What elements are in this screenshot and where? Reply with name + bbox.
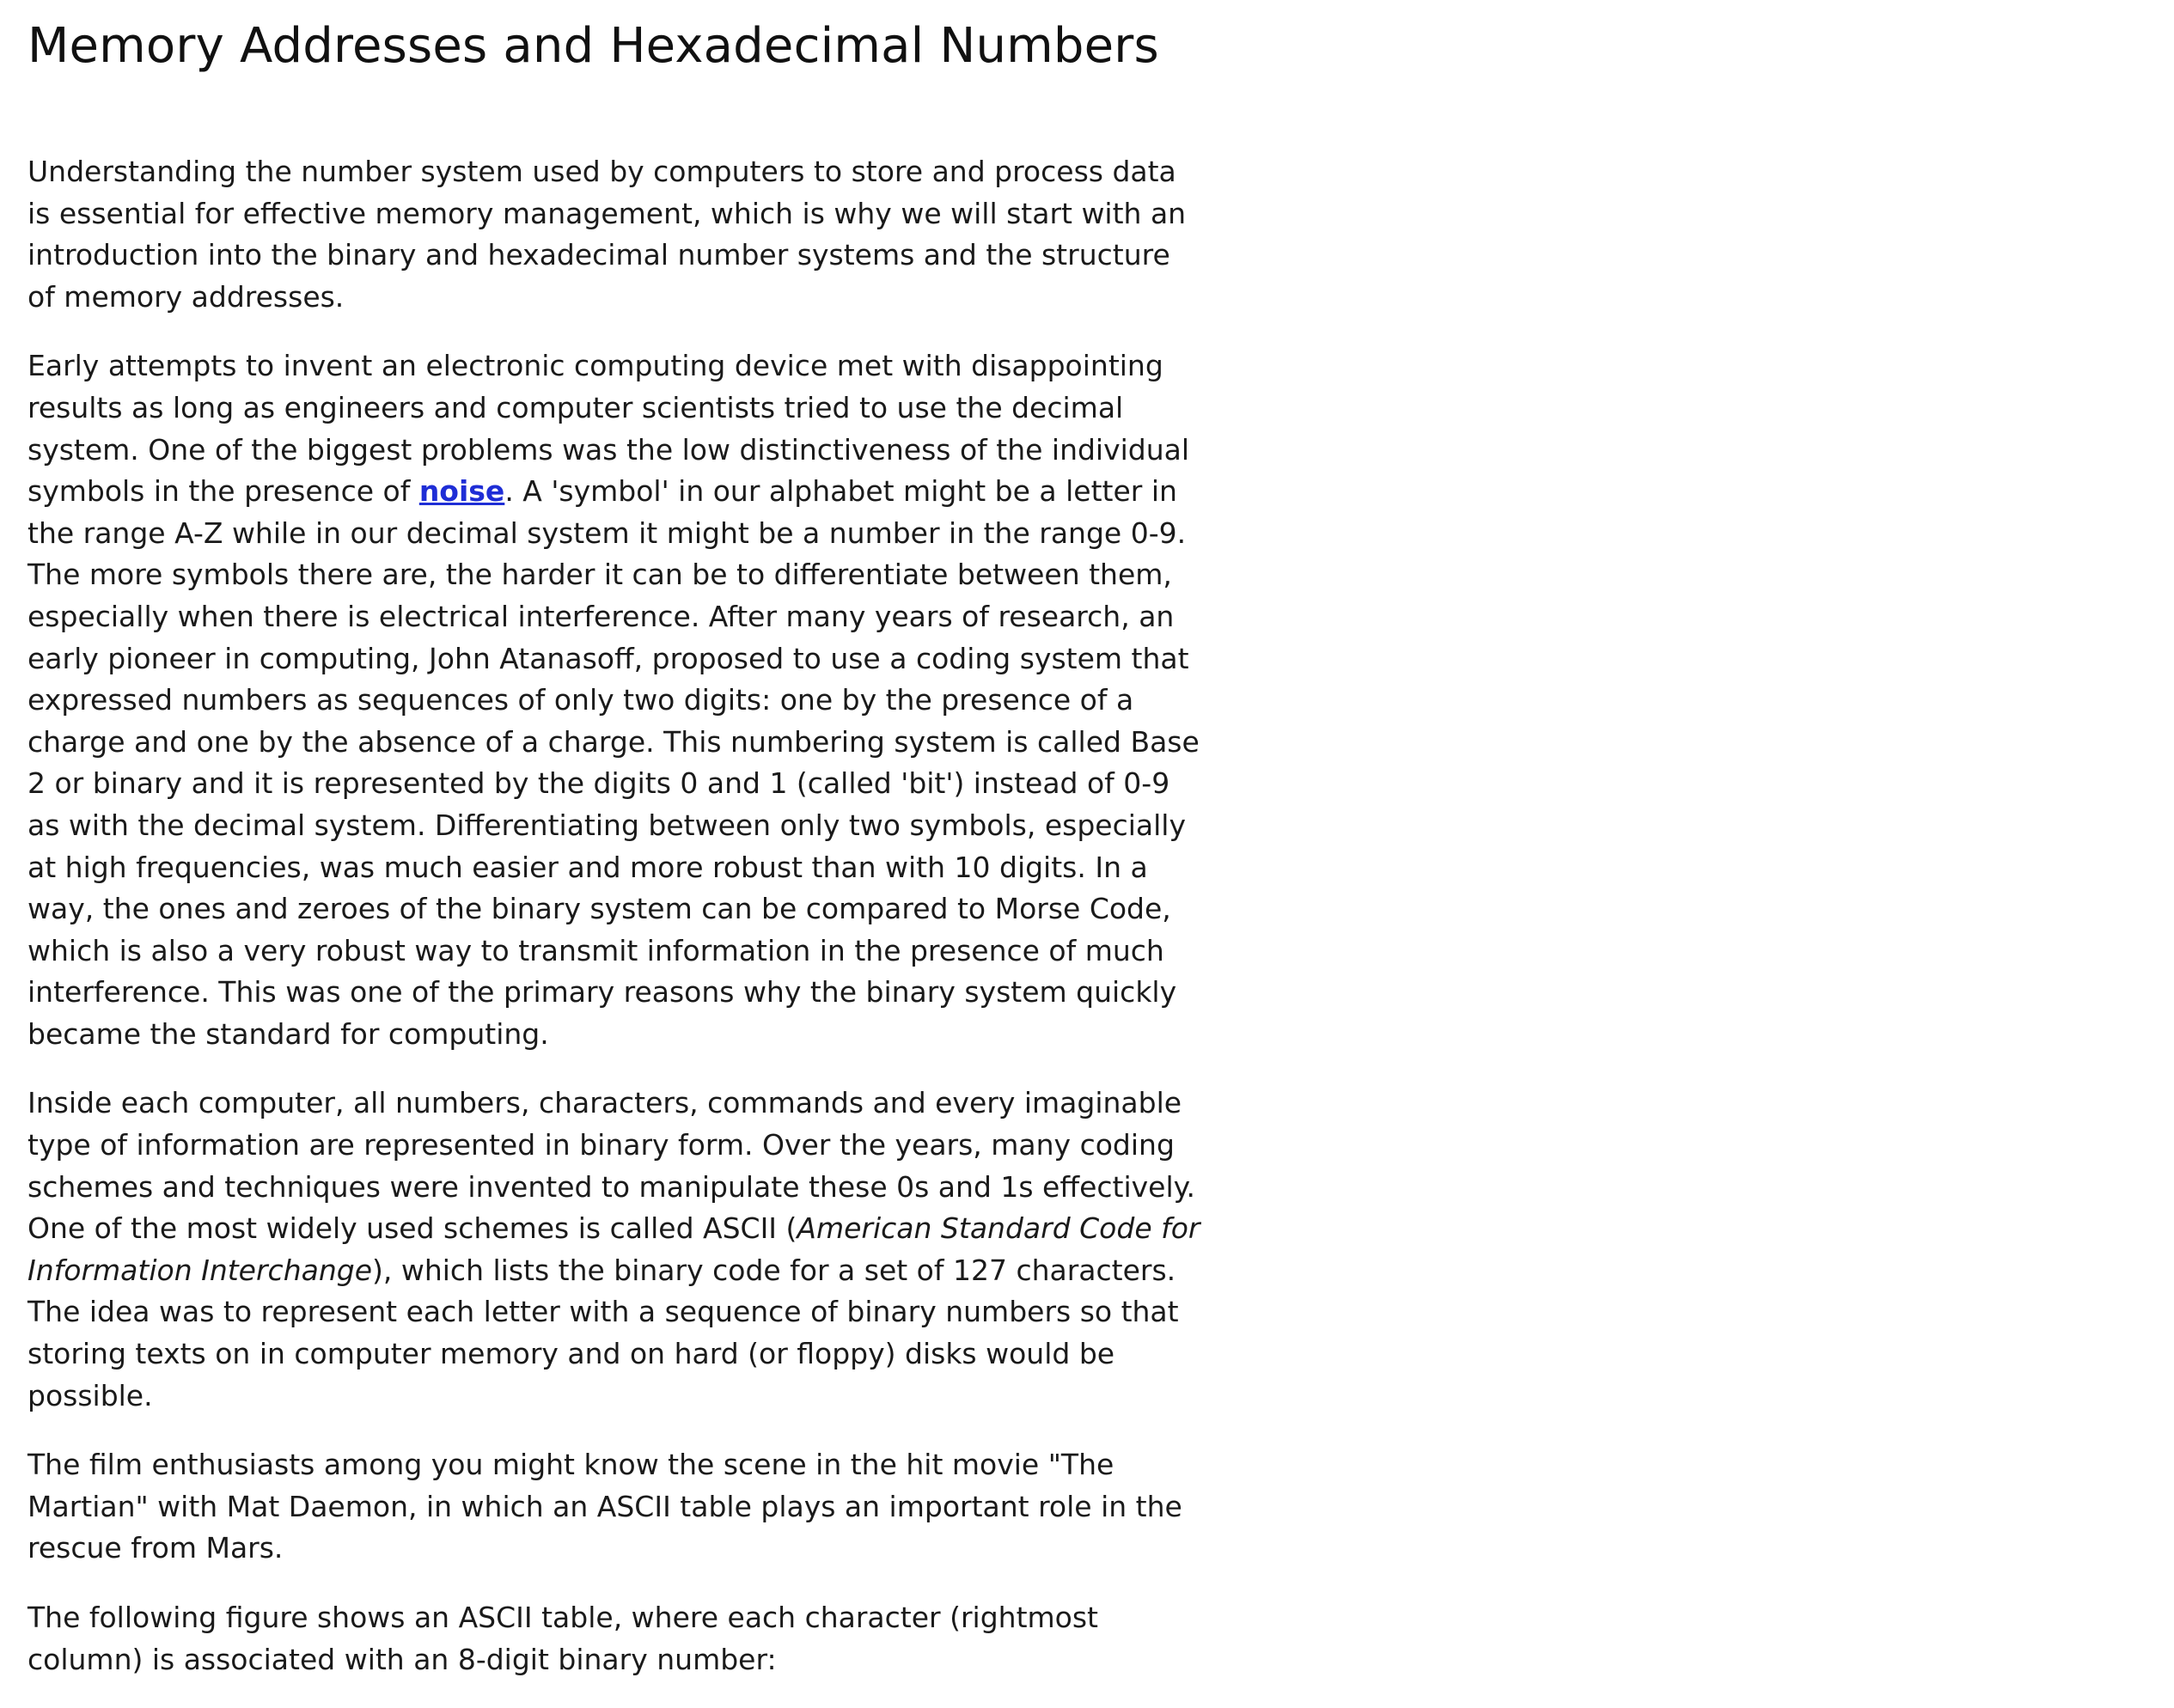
paragraph-ascii-text-before: Inside each computer, all numbers, characters, commands and every imaginable type of information are represented in binary form. Over the years, many coding schemes and techniques were invented to manipulate these 0s and 1s effectively. One of the most widely used schemes is called ASCII ( <box>27 1086 1195 1246</box>
paragraph-intro: Understanding the number system used by computers to store and process data is essential for effective memory management, which is why we will start with an introduction into the binary and hexadecimal number systems and the structure of memory addresses. <box>27 155 1187 314</box>
paragraph-binary-history <box>27 345 1205 1055</box>
paragraph-martian: The film enthusiasts among you might know the scene in the hit movie "The Martian" with Mat Daemon, in which an ASCII table plays an important role in the rescue from Mars. <box>27 1448 1182 1565</box>
paragraph-binary-history-text-after: . A 'symbol' in our alphabet might be a letter in the range A-Z while in our decimal system it might be a number in the range 0-9. The more symbols there are, the harder it can be to differentiate between them, especially when there is electrical interference. After many years of research, an early pioneer in computing, John Atanasoff, proposed to use a coding system that expressed numbers as sequences of only two digits: one by the presence of a charge and one by the absence of a charge. This numbering system is called Base 2 or binary and it is represented by the digits 0 and 1 (called 'bit') instead of 0-9 as with the decimal system. Differentiating between only two symbols, especially at high frequencies, was much easier and more robust than with 10 digits. In a way, the ones and zeroes of the binary system can be compared to Morse Code, which is also a very robust way to transmit information in the presence of much interference. This was one of the primary reasons why the binary system quickly became the standard for computing. <box>27 474 1200 1051</box>
article-body <box>27 151 1205 1681</box>
noise-link[interactable]: noise <box>418 474 505 509</box>
page-title: Memory Addresses and Hexadecimal Numbers <box>27 18 1159 74</box>
paragraph-binary-history-text-before: Early attempts to invent an electronic computing device met with disappointing results as long as engineers and computer scientists tried to use the decimal system. One of the biggest problems was the low distinctiveness of the individual symbols in the presence of <box>27 349 1190 509</box>
paragraph-figure-intro: The following figure shows an ASCII table, where each character (rightmost column) is associated with an 8-digit binary number: <box>27 1601 1098 1676</box>
paragraph-ascii-text-after: ), which lists the binary code for a set of 127 characters. The idea was to represent each letter with a sequence of binary numbers so that storing texts on in computer memory and on hard (or floppy) disks would be possible. <box>27 1253 1179 1412</box>
paragraph-ascii <box>27 1083 1205 1417</box>
ascii-expansion: American Standard Code for Information Interchange <box>27 1211 1200 1287</box>
document-page <box>27 15 1205 1708</box>
